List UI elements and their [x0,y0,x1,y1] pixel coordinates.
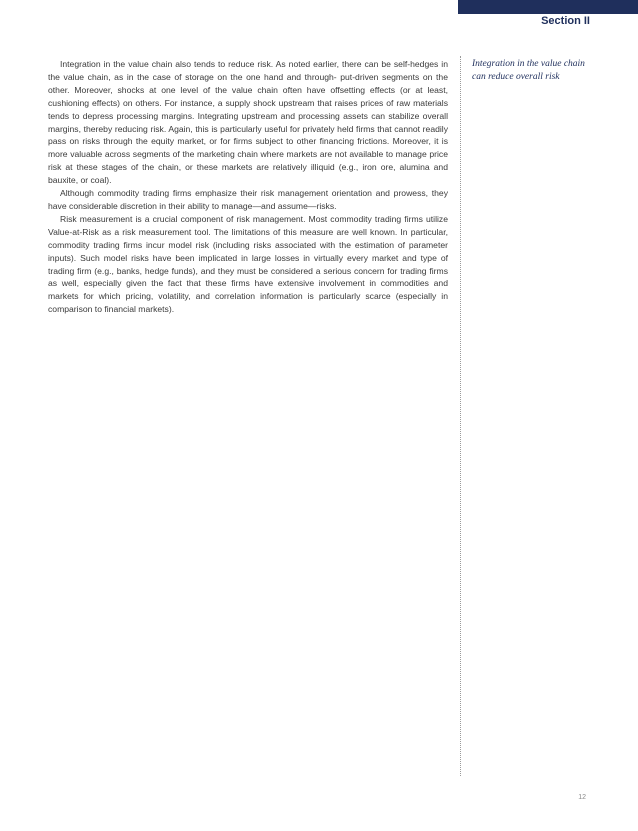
body-paragraph: Risk measurement is a crucial component of risk management. Most commodity trading firms utilize Value-at-Risk as a risk measurement tool. The limitations of this measure are well known. In particular, commodity trading firms incur model risk (including risks associated with the estimation of parameter inputs). Such model risks have been implicated in large losses in virtually every market and type of trading firm (e.g., banks, hedge funds), and they must be considered a serious concern for trading firms as well, especially given the fact that these firms have extensive involvement in commodities and markets for which pricing, volatility, and correlation information is particularly scarce (especially in comparison to financial markets). [48,213,448,315]
margin-note: Integration in the value chain can reduce overall risk [472,59,585,82]
page-number: 12 [578,794,586,801]
column-divider [460,56,461,776]
main-body-text [48,58,448,316]
body-paragraph: Although commodity trading firms emphasize their risk management orientation and prowess, they have considerable discretion in their ability to manage—and assume—risks. [48,188,448,211]
header-color-bar [458,0,638,14]
section-label: Section II [541,15,590,27]
body-paragraph: Integration in the value chain also tends to reduce risk. As noted earlier, there can be self-hedges in the value chain, as in the case of storage on the one hand and through- put-driven segments on the other. Moreover, shocks at one level of the value chain often have offsetting effects (or at least, cushioning effects) on others. For instance, a supply shock upstream that raises prices of raw materials tends to depress processing margins. Integrating upstream and processing assets can stabilize overall margins, thereby reducing risk. Again, this is particularly useful for privately held firms that cannot readily pass on risks through the equity market, or for firms subject to other financing frictions. Moreover, it is more valuable across segments of the marketing chain where markets are not available to manage price risk at these stages of the chain, or these markets are relatively illiquid (e.g., iron ore, alumina and bauxite, or coal). [48,59,448,186]
